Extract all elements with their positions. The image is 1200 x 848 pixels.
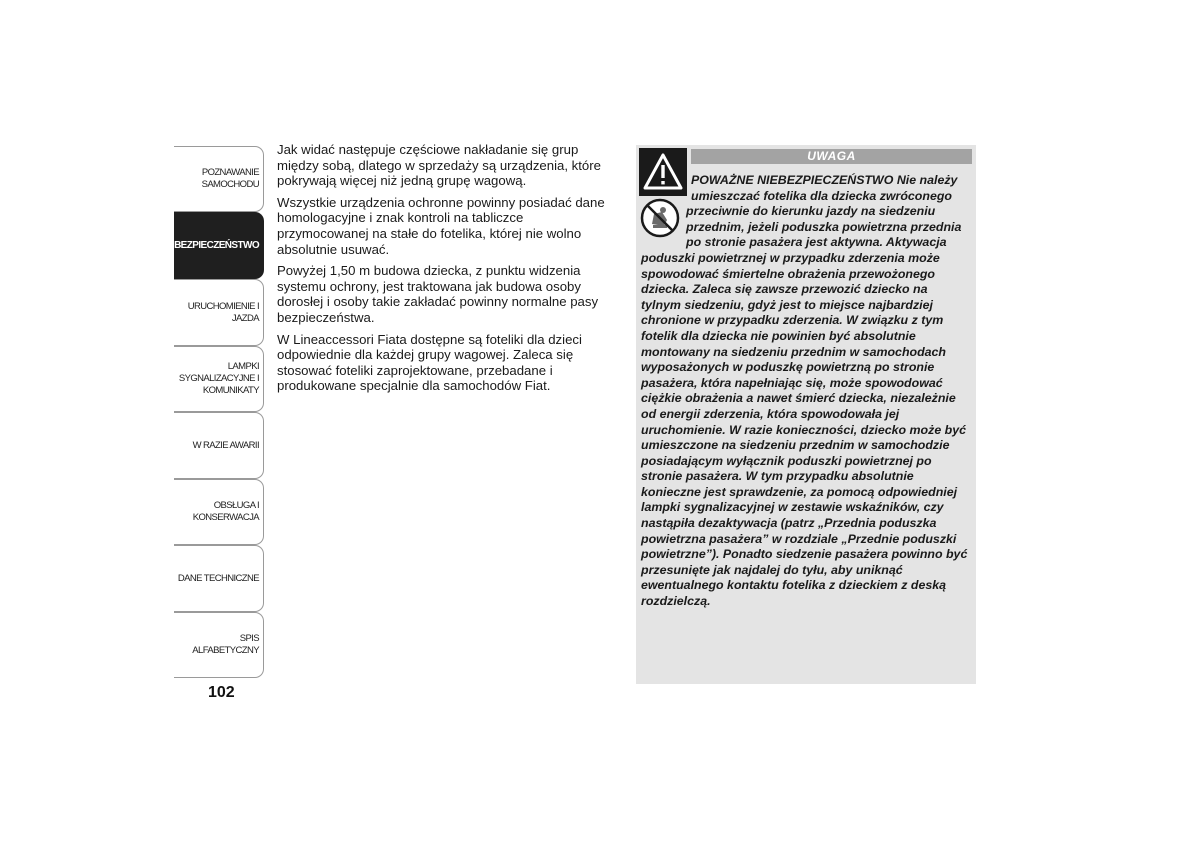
warning-header: UWAGA [691, 149, 972, 164]
sidebar-tab-bezpieczenstwo[interactable] [174, 212, 264, 279]
sidebar-tab-uruchomienie[interactable] [174, 279, 264, 346]
warning-box [636, 145, 976, 684]
warning-text-block [641, 173, 969, 610]
body-text-column [277, 142, 617, 400]
sidebar-tab-label: POZNAWANIE SAMOCHODU [201, 167, 259, 190]
sidebar-tab-label: BEZPIECZEŃSTWO [174, 239, 259, 251]
sidebar-tab-label: URUCHOMIENIE I JAZDA [187, 300, 259, 324]
sidebar-tab-label: SPIS ALFABETYCZNY [192, 633, 259, 656]
sidebar-tab-label: OBSŁUGA I KONSERWACJA [192, 500, 259, 523]
body-paragraph: Powyżej 1,50 m budowa dziecka, z punktu widzenia systemu ochrony, jest traktowana jak budowa osoby dorosłej i osoby takie zakładać powinny normalne pasy bezpieczeństwa. [277, 263, 599, 325]
sidebar-tab-spis[interactable] [174, 612, 264, 678]
sidebar-tab-lampki[interactable] [174, 346, 264, 412]
sidebar-tab-poznawanie[interactable] [174, 146, 264, 212]
sidebar-tab-obsluga[interactable] [174, 479, 264, 545]
sidebar-tab-dane[interactable] [174, 545, 264, 612]
body-paragraph: Wszystkie urządzenia ochronne powinny posiadać dane homologacyjne i znak kontroli na tabliczce przymocowanej na stałe do fotelika, której nie wolno absolutnie usuwać. [277, 194, 605, 257]
body-paragraph: W Lineaccessori Fiata dostępne są foteliki dla dzieci odpowiednie dla każdej grupy wagowej. Zaleca się stosować foteliki zaprojektowane, przebadane i produkowane specjalnie dla samochodów Fiat. [277, 331, 582, 394]
warning-text: POWAŻNE NIEBEZPIECZEŃSTWO Nie należy umieszczać fotelika dla dziecka zwróconego przeciwnie do kierunku jazdy na siedzeniu przednim, jeżeli poduszka powietrzna przednia po stronie pasażera jest aktywna. Aktywacja poduszki powietrznej w przypadku zderzenia może spowodować śmiertelne obrażenia przewożonego dziecka. Zaleca się zawsze przewozić dziecko na tylnym siedzeniu, gdyż jest to miejsce najbardziej chronione w przypadku zderzenia. W związku z tym fotelik dla dziecka nie powinien być absolutnie montowany na siedzeniu przednim w samochodach wyposażonych w poduszkę powietrzną po stronie pasażera, która napełniając się, może spowodować ciężkie obrażenia a nawet śmierć dziecka, niezależnie od energii zderzenia, która spowodowała jej uruchomienie. W razie konieczności, dziecko może być umieszczone na siedzeniu przednim w samochodzie posiadającym wyłącznik poduszki powietrznej po stronie pasażera. W tym przypadku absolutnie konieczne jest sprawdzenie, za pomocą odpowiedniej lampki sygnalizacyjnej w zestawie wskaźników, czy nastąpiła dezaktywacja (patrz „Przednia poduszka powietrzna pasażera” w rozdziale „Przednie poduszki powietrzne”). Ponadto siedzenie pasażera powinno być przesunięte jak najdalej do tyłu, aby uniknąć ewentualnego kontaktu fotelika z dzieckiem z deską rozdzielczą. [641, 173, 968, 609]
sidebar-tab-label: LAMPKI SYGNALIZACYJNE I KOMUNIKATY [178, 361, 259, 396]
body-paragraph: Jak widać następuje częściowe nakładanie się grup między sobą, dlatego w sprzedaży są urządzenia, które pokrywają więcej niż jedną grupę wagową. [277, 142, 601, 189]
page-number: 102 [208, 684, 235, 701]
sidebar-tab-label: W RAZIE AWARII [192, 439, 259, 451]
sidebar-tab-label: DANE TECHNICZNE [177, 572, 259, 584]
sidebar-tab-awarii[interactable] [174, 412, 264, 479]
